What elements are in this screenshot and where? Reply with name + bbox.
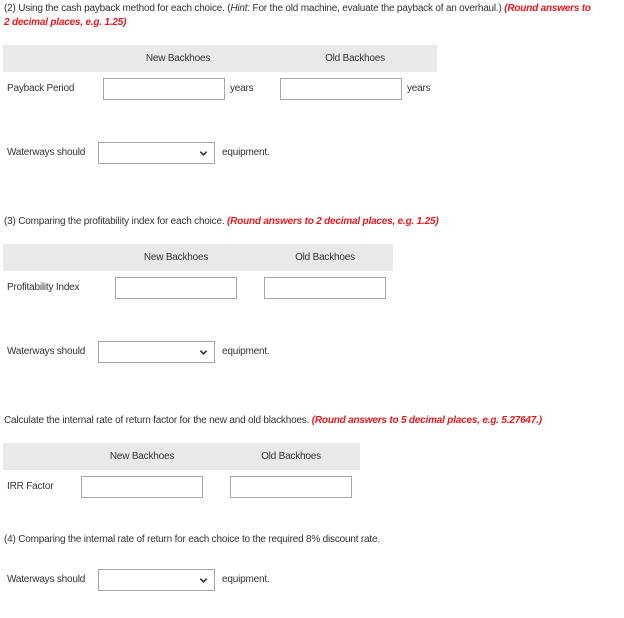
section3-instruction xyxy=(4,215,438,229)
section2-instruction xyxy=(4,2,591,16)
section2-should-label: Waterways should xyxy=(7,147,86,158)
irr-factor-new-input[interactable] xyxy=(81,476,203,498)
irr-factor-old-input[interactable] xyxy=(230,476,352,498)
section4-decision-select[interactable] xyxy=(98,569,215,591)
section3-decision-select[interactable] xyxy=(98,341,215,363)
section2-decision-select[interactable] xyxy=(98,142,215,164)
profitability-index-new-input[interactable] xyxy=(115,277,237,299)
hint-label: Hint: xyxy=(230,3,250,14)
payback-period-label: Payback Period xyxy=(7,83,75,94)
section2-col-new-header: New Backhoes xyxy=(145,53,211,64)
chevron-down-icon xyxy=(199,149,208,158)
section4-equipment-text: equipment. xyxy=(222,574,270,585)
section4-instruction: (4) Comparing the internal rate of return for each choice to the required 8% discount rate. xyxy=(4,534,380,545)
section4-should-label: Waterways should xyxy=(7,574,86,585)
irr-col-old-header: Old Backhoes xyxy=(261,451,321,462)
section3-round-note: (Round answers to 2 decimal places, e.g. 1.25) xyxy=(227,216,439,227)
irr-instruction-text: Calculate the internal rate of return factor for the new and old blackhoes. xyxy=(4,415,312,426)
section3-col-old-header: Old Backhoes xyxy=(295,252,355,263)
payback-period-new-input[interactable] xyxy=(103,78,225,100)
section2-round-note-line2: 2 decimal places, e.g. 1.25) xyxy=(4,17,127,28)
section2-equipment-text: equipment. xyxy=(222,147,270,158)
section3-equipment-text: equipment. xyxy=(222,346,270,357)
profitability-index-label: Profitability Index xyxy=(7,282,80,293)
section3-instruction-text: (3) Comparing the profitability index for each choice. xyxy=(4,216,228,227)
section2-instruction-lead: (2) Using the cash payback method for each choice. ( xyxy=(4,3,231,14)
payback-new-unit: years xyxy=(230,83,254,94)
irr-factor-label: IRR Factor xyxy=(7,481,54,492)
irr-instruction xyxy=(4,414,542,428)
payback-period-old-input[interactable] xyxy=(280,78,402,100)
chevron-down-icon xyxy=(199,576,208,585)
hint-text: For the old machine, evaluate the payback of an overhaul.) xyxy=(249,3,505,14)
section3-should-label: Waterways should xyxy=(7,346,86,357)
section2-col-old-header: Old Backhoes xyxy=(325,53,385,64)
irr-col-new-header: New Backhoes xyxy=(109,451,175,462)
irr-round-note: (Round answers to 5 decimal places, e.g. 5.27647.) xyxy=(311,415,542,426)
section3-col-new-header: New Backhoes xyxy=(143,252,209,263)
chevron-down-icon xyxy=(199,348,208,357)
payback-old-unit: years xyxy=(407,83,431,94)
section2-round-note: (Round answers to xyxy=(504,3,591,14)
profitability-index-old-input[interactable] xyxy=(264,277,386,299)
